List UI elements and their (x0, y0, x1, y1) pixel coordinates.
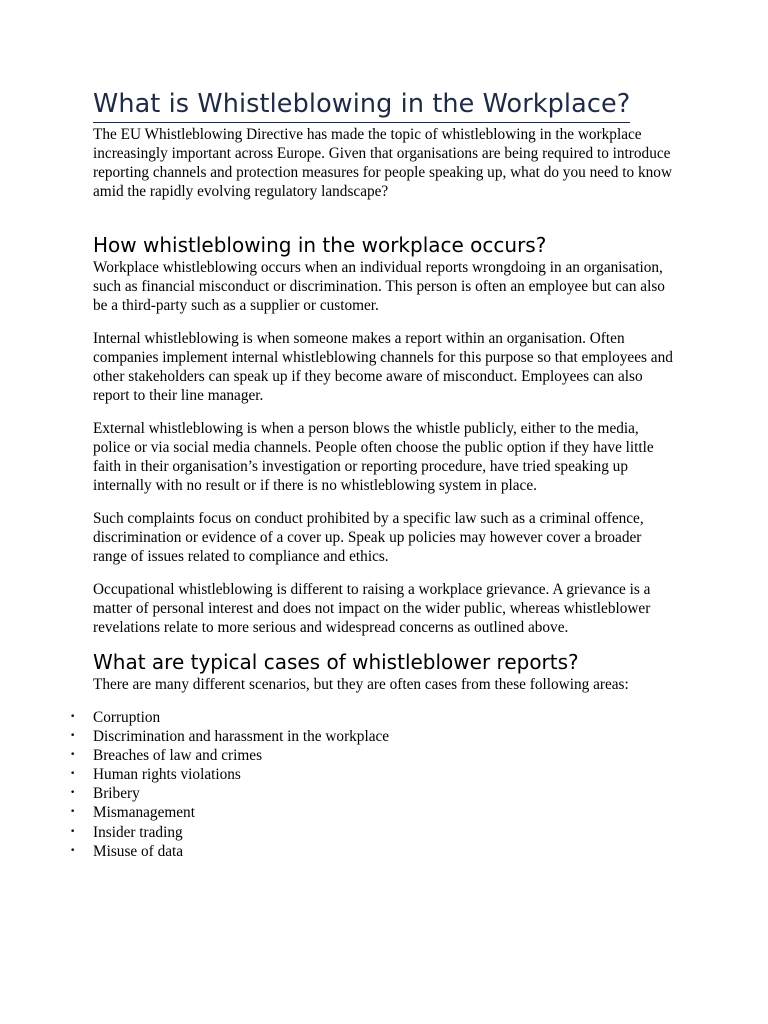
paragraph-complaints-focus: Such complaints focus on conduct prohibited by a specific law such as a criminal offence, discrimination or evidence of a cover up. Speak up policies may however cover a broader range of issues related to compliance and ethics. (93, 510, 644, 565)
list-item-text: Bribery (93, 785, 140, 803)
list-item-text: Misuse of data (93, 842, 184, 860)
paragraph-grievance-difference: Occupational whistleblowing is different to raising a workplace grievance. A grievance is a matter of personal interest and does not impact on the wider public, whereas whistleblower revelations relate to more serious and widespread concerns as outlined above. (93, 581, 651, 636)
paragraph-external-whistleblowing: External whistleblowing is when a person blows the whistle publicly, either to the media, police or via social media channels. People often choose the public option if they have little faith in their organisation’s investigation or reporting procedure, have tried speaking up internally with no result or if there is no whistleblowing system in place. (93, 420, 654, 494)
bullet-icon: • (70, 712, 76, 722)
document-title: What is Whistleblowing in the Workplace? (93, 86, 630, 123)
list-item (70, 803, 673, 822)
bullet-icon: • (70, 807, 76, 818)
bullet-icon: • (70, 788, 76, 799)
intro-paragraph: The EU Whistleblowing Directive has made the topic of whistleblowing in the workplace increasingly important across Europe. Given that organisations are being required to introduce reporting channels and protection measures for people speaking up, what do you need to know amid the rapidly evolving regulatory landscape? (93, 126, 672, 200)
list-item-text: Corruption (93, 709, 161, 726)
list-item (70, 708, 673, 727)
list-item-text: Breaches of law and crimes (93, 747, 263, 765)
bullet-icon: • (70, 769, 76, 780)
document-content (70, 86, 673, 861)
list-item-text: Insider trading (93, 823, 183, 841)
list-item (70, 842, 673, 861)
bullet-icon: • (70, 731, 76, 742)
paragraph-internal-whistleblowing: Internal whistleblowing is when someone makes a report within an organisation. Often companies implement internal whistleblowing channels for this purpose so that employees and other stakeholders can speak up if they become aware of misconduct. Employees can also report to their line manager. (93, 330, 673, 404)
list-item (70, 823, 673, 842)
list-item-text: Mismanagement (93, 804, 195, 822)
list-item (70, 784, 673, 803)
list-item (70, 746, 673, 765)
paragraph-typical-cases-intro: There are many different scenarios, but they are often cases from these following areas: (93, 676, 629, 693)
list-item (70, 727, 673, 746)
bullet-icon: • (70, 845, 76, 856)
list-item (70, 765, 673, 784)
bullet-icon: • (70, 750, 76, 761)
section-heading-how-it-occurs: How whistleblowing in the workplace occurs? (93, 233, 547, 257)
section-heading-typical-cases: What are typical cases of whistleblower reports? (93, 650, 579, 674)
paragraph-definition: Workplace whistleblowing occurs when an individual reports wrongdoing in an organisation, such as financial misconduct or discrimination. This person is often an employee but can also be a third-party such as a supplier or customer. (93, 259, 665, 314)
list-item-text: Human rights violations (93, 766, 241, 784)
case-areas-list (70, 708, 673, 861)
list-item-text: Discrimination and harassment in the workplace (93, 728, 390, 746)
bullet-icon: • (70, 826, 76, 837)
